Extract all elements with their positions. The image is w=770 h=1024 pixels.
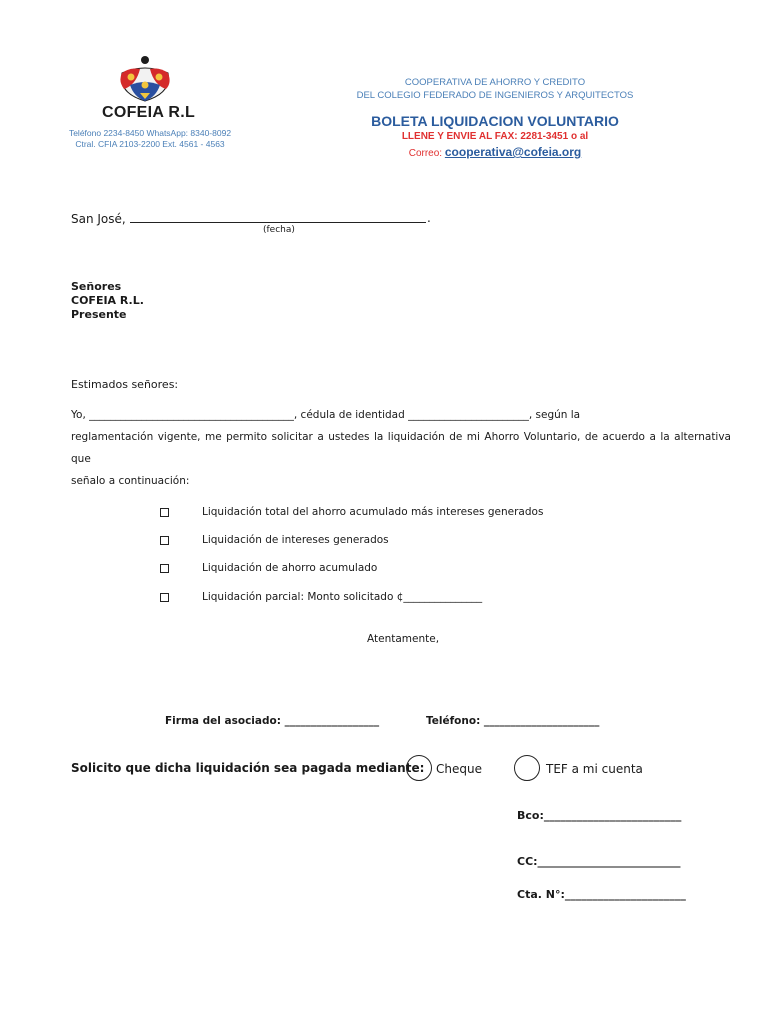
email-link[interactable]: cooperativa@cofeia.org	[444, 145, 582, 159]
option-ahorro[interactable]	[160, 562, 377, 574]
request-paragraph	[71, 404, 731, 492]
cheque-radio[interactable]	[406, 755, 432, 781]
greeting: Estimados señores:	[71, 378, 179, 391]
option-intereses[interactable]	[160, 534, 389, 546]
closing: Atentamente,	[367, 633, 440, 645]
fax-instruction: LLENE Y ENVIE AL FAX: 2281-3451 o al	[401, 131, 589, 142]
option-total[interactable]	[160, 506, 543, 518]
tef-radio[interactable]	[514, 755, 540, 781]
date-field-line[interactable]	[130, 222, 426, 223]
paragraph-line-3: señalo a continuación:	[71, 475, 190, 487]
option-parcial[interactable]	[160, 591, 482, 603]
addressee-line-2: COFEIA R.L.	[71, 294, 144, 307]
form-title: BOLETA LIQUIDACION VOLUNTARIO	[371, 113, 619, 129]
cooperative-name	[300, 76, 690, 102]
cc-field[interactable]: CC:__________________________	[517, 855, 681, 868]
bank-field[interactable]: Bco:_________________________	[517, 809, 682, 822]
paragraph-line-1: Yo, _______________________________________, cédula de identidad _______________________, según la	[71, 409, 581, 421]
option-label: Liquidación total del ahorro acumulado más intereses generados	[202, 506, 544, 518]
email-line	[300, 145, 690, 159]
checkbox-icon[interactable]	[160, 508, 169, 517]
checkbox-icon[interactable]	[160, 593, 169, 602]
date-caption: (fecha)	[263, 225, 295, 235]
tef-label: TEF a mi cuenta	[546, 762, 643, 776]
option-label: Liquidación de intereses generados	[202, 534, 389, 546]
account-field[interactable]: Cta. N°:______________________	[517, 888, 686, 901]
date-period: .	[427, 211, 431, 225]
checkbox-icon[interactable]	[160, 536, 169, 545]
addressee-line-1: Señores	[71, 280, 122, 293]
option-label: Liquidación de ahorro acumulado	[202, 562, 378, 574]
place-label: San José,	[71, 212, 126, 226]
coop-line-2: DEL COLEGIO FEDERADO DE INGENIEROS Y ARQUITECTOS	[356, 90, 634, 101]
email-label: Correo:	[408, 148, 443, 159]
checkbox-icon[interactable]	[160, 564, 169, 573]
contact-central: Ctral. CFIA 2103-2200 Ext. 4561 - 4563	[75, 139, 225, 149]
contact-info	[40, 128, 260, 150]
paragraph-line-2: reglamentación vigente, me permito solicitar a ustedes la liquidación de mi Ahorro Voluntario, de acuerdo a la alternativa que	[71, 431, 731, 465]
payment-prompt: Solicito que dicha liquidación sea pagada mediante:	[71, 761, 425, 775]
signature-field[interactable]: Firma del asociado: __________________	[165, 715, 380, 727]
option-label: Liquidación parcial: Monto solicitado ¢_______________	[202, 591, 483, 603]
phone-field[interactable]: Teléfono: ______________________	[426, 715, 600, 727]
contact-phone: Teléfono 2234-8450 WhatsApp: 8340-8092	[68, 128, 232, 138]
addressee-block	[71, 280, 144, 322]
addressee-line-3: Presente	[71, 308, 127, 321]
brand-name: COFEIA R.L	[102, 104, 196, 121]
cheque-label: Cheque	[436, 762, 482, 776]
coop-line-1: COOPERATIVA DE AHORRO Y CREDITO	[404, 77, 586, 88]
